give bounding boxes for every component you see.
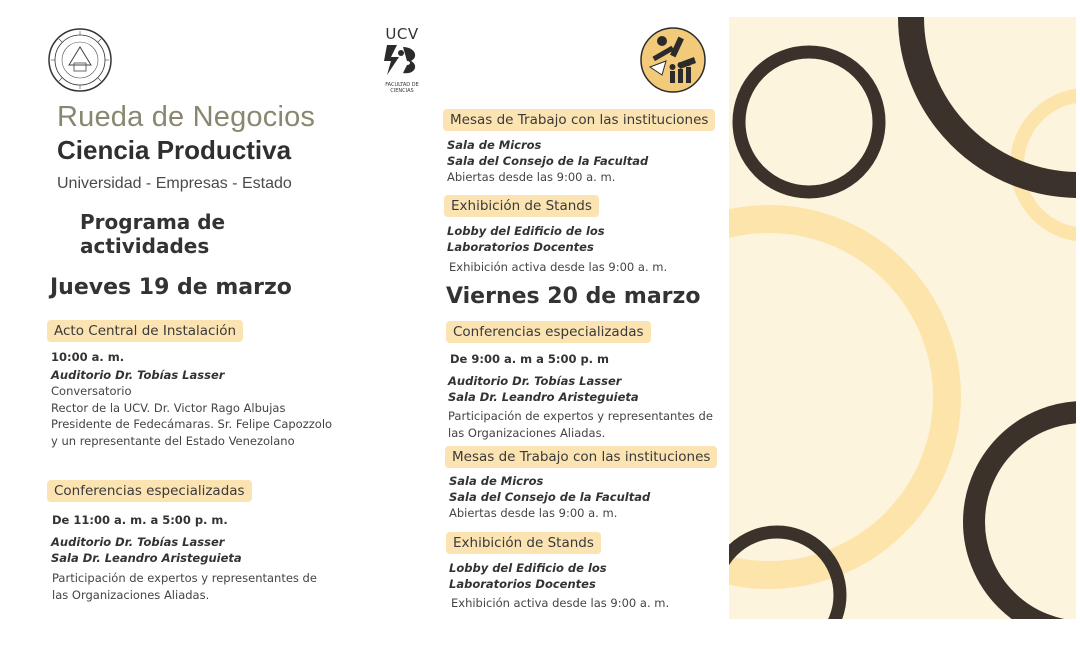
thursday-mesas-line: Abiertas desde las 9:00 a. m. bbox=[447, 170, 616, 184]
thursday-acto-details bbox=[51, 383, 332, 449]
thursday-conferencias-line1: Participación de expertos y representantes de bbox=[52, 571, 317, 585]
thursday-stands-places bbox=[447, 223, 605, 255]
ucv-ciencias-logo bbox=[381, 25, 423, 93]
event-title-bold: Ciencia Productiva bbox=[57, 135, 292, 165]
thursday-acto-line: Rector de la UCV. Dr. Victor Rago Albujas bbox=[51, 400, 286, 415]
event-title-light: Rueda de Negocios bbox=[57, 101, 316, 133]
decorative-rings-panel bbox=[729, 17, 1076, 619]
friday-mesas-place1: Sala de Micros bbox=[449, 474, 544, 488]
program-heading-line2: actividades bbox=[80, 234, 210, 258]
friday-stands-line: Exhibición activa desde las 9:00 a. m. bbox=[451, 596, 670, 610]
thursday-mesas-places bbox=[447, 137, 648, 169]
thursday-mesas-place1: Sala de Micros bbox=[447, 138, 542, 152]
thursday-conferencias-place2: Sala Dr. Leandro Aristeguieta bbox=[51, 551, 242, 565]
friday-mesas-places bbox=[449, 473, 650, 505]
thursday-conferencias-line2: las Organizaciones Aliadas. bbox=[52, 587, 210, 602]
thursday-conferencias-places bbox=[51, 534, 242, 566]
right-dark-ring bbox=[974, 412, 1076, 619]
flyer-page bbox=[0, 17, 1080, 619]
friday-conferencias-pill: Conferencias especializadas bbox=[446, 321, 651, 343]
event-emblem-logo bbox=[640, 27, 706, 93]
friday-mesas-line: Abiertas desde las 9:00 a. m. bbox=[449, 506, 618, 520]
friday-day-heading: Viernes 20 de marzo bbox=[446, 284, 701, 309]
thursday-conferencias-details bbox=[52, 570, 317, 603]
friday-conferencias-place2: Sala Dr. Leandro Aristeguieta bbox=[448, 390, 639, 404]
thursday-mesas-place2: Sala del Consejo de la Facultad bbox=[447, 154, 649, 168]
friday-stands-places bbox=[449, 560, 607, 592]
friday-mesas-pill: Mesas de Trabajo con las instituciones bbox=[445, 446, 717, 468]
friday-conferencias-time: De 9:00 a. m a 5:00 p. m bbox=[450, 352, 610, 366]
friday-mesas-place2: Sala del Consejo de la Facultad bbox=[449, 490, 651, 504]
program-heading bbox=[80, 210, 225, 258]
thursday-acto-pill: Acto Central de Instalación bbox=[47, 320, 243, 342]
program-heading-line1: Programa de bbox=[80, 210, 226, 234]
thursday-acto-line: Conversatorio bbox=[51, 384, 132, 398]
thursday-acto-time: 10:00 a. m. bbox=[51, 350, 125, 364]
thursday-mesas-pill: Mesas de Trabajo con las instituciones bbox=[443, 109, 715, 131]
thursday-acto-line: Presidente de Fedecámaras. Sr. Felipe Capozzolo bbox=[51, 417, 333, 431]
thursday-day-heading: Jueves 19 de marzo bbox=[50, 275, 292, 300]
thursday-conferencias-pill: Conferencias especializadas bbox=[47, 480, 252, 502]
friday-conferencias-place1: Auditorio Dr. Tobías Lasser bbox=[448, 374, 622, 388]
thursday-acto-place: Auditorio Dr. Tobías Lasser bbox=[51, 368, 225, 382]
thursday-conferencias-time: De 11:00 a. m. a 5:00 p. m. bbox=[52, 513, 228, 527]
thursday-stands-line: Exhibición activa desde las 9:00 a. m. bbox=[449, 260, 668, 274]
friday-conferencias-places bbox=[448, 373, 639, 405]
friday-stands-place2: Laboratorios Docentes bbox=[449, 577, 596, 591]
faculty-line2: CIENCIAS bbox=[390, 88, 414, 94]
ucv-emblem-icon bbox=[381, 43, 423, 77]
friday-conferencias-line1: Participación de expertos y representantes de bbox=[448, 409, 713, 423]
friday-conferencias-line2: las Organizaciones Aliadas. bbox=[448, 425, 606, 440]
large-light-ring bbox=[729, 219, 947, 575]
friday-stands-place1: Lobby del Edificio de los bbox=[449, 561, 607, 575]
ucv-label: UCV bbox=[385, 25, 419, 43]
thursday-acto-line: y un representante del Estado Venezolano bbox=[51, 433, 295, 448]
friday-conferencias-details bbox=[448, 408, 713, 441]
thursday-stands-pill: Exhibición de Stands bbox=[444, 195, 599, 217]
university-seal-logo bbox=[47, 27, 113, 93]
friday-stands-pill: Exhibición de Stands bbox=[446, 532, 601, 554]
faculty-line1: FACULTAD DE bbox=[385, 82, 419, 88]
thursday-stands-place1: Lobby del Edificio de los bbox=[447, 224, 605, 238]
thursday-conferencias-place1: Auditorio Dr. Tobías Lasser bbox=[51, 535, 225, 549]
thursday-stands-place2: Laboratorios Docentes bbox=[447, 240, 594, 254]
event-subtitle: Universidad - Empresas - Estado bbox=[57, 175, 292, 192]
upper-dark-ring bbox=[739, 52, 879, 192]
